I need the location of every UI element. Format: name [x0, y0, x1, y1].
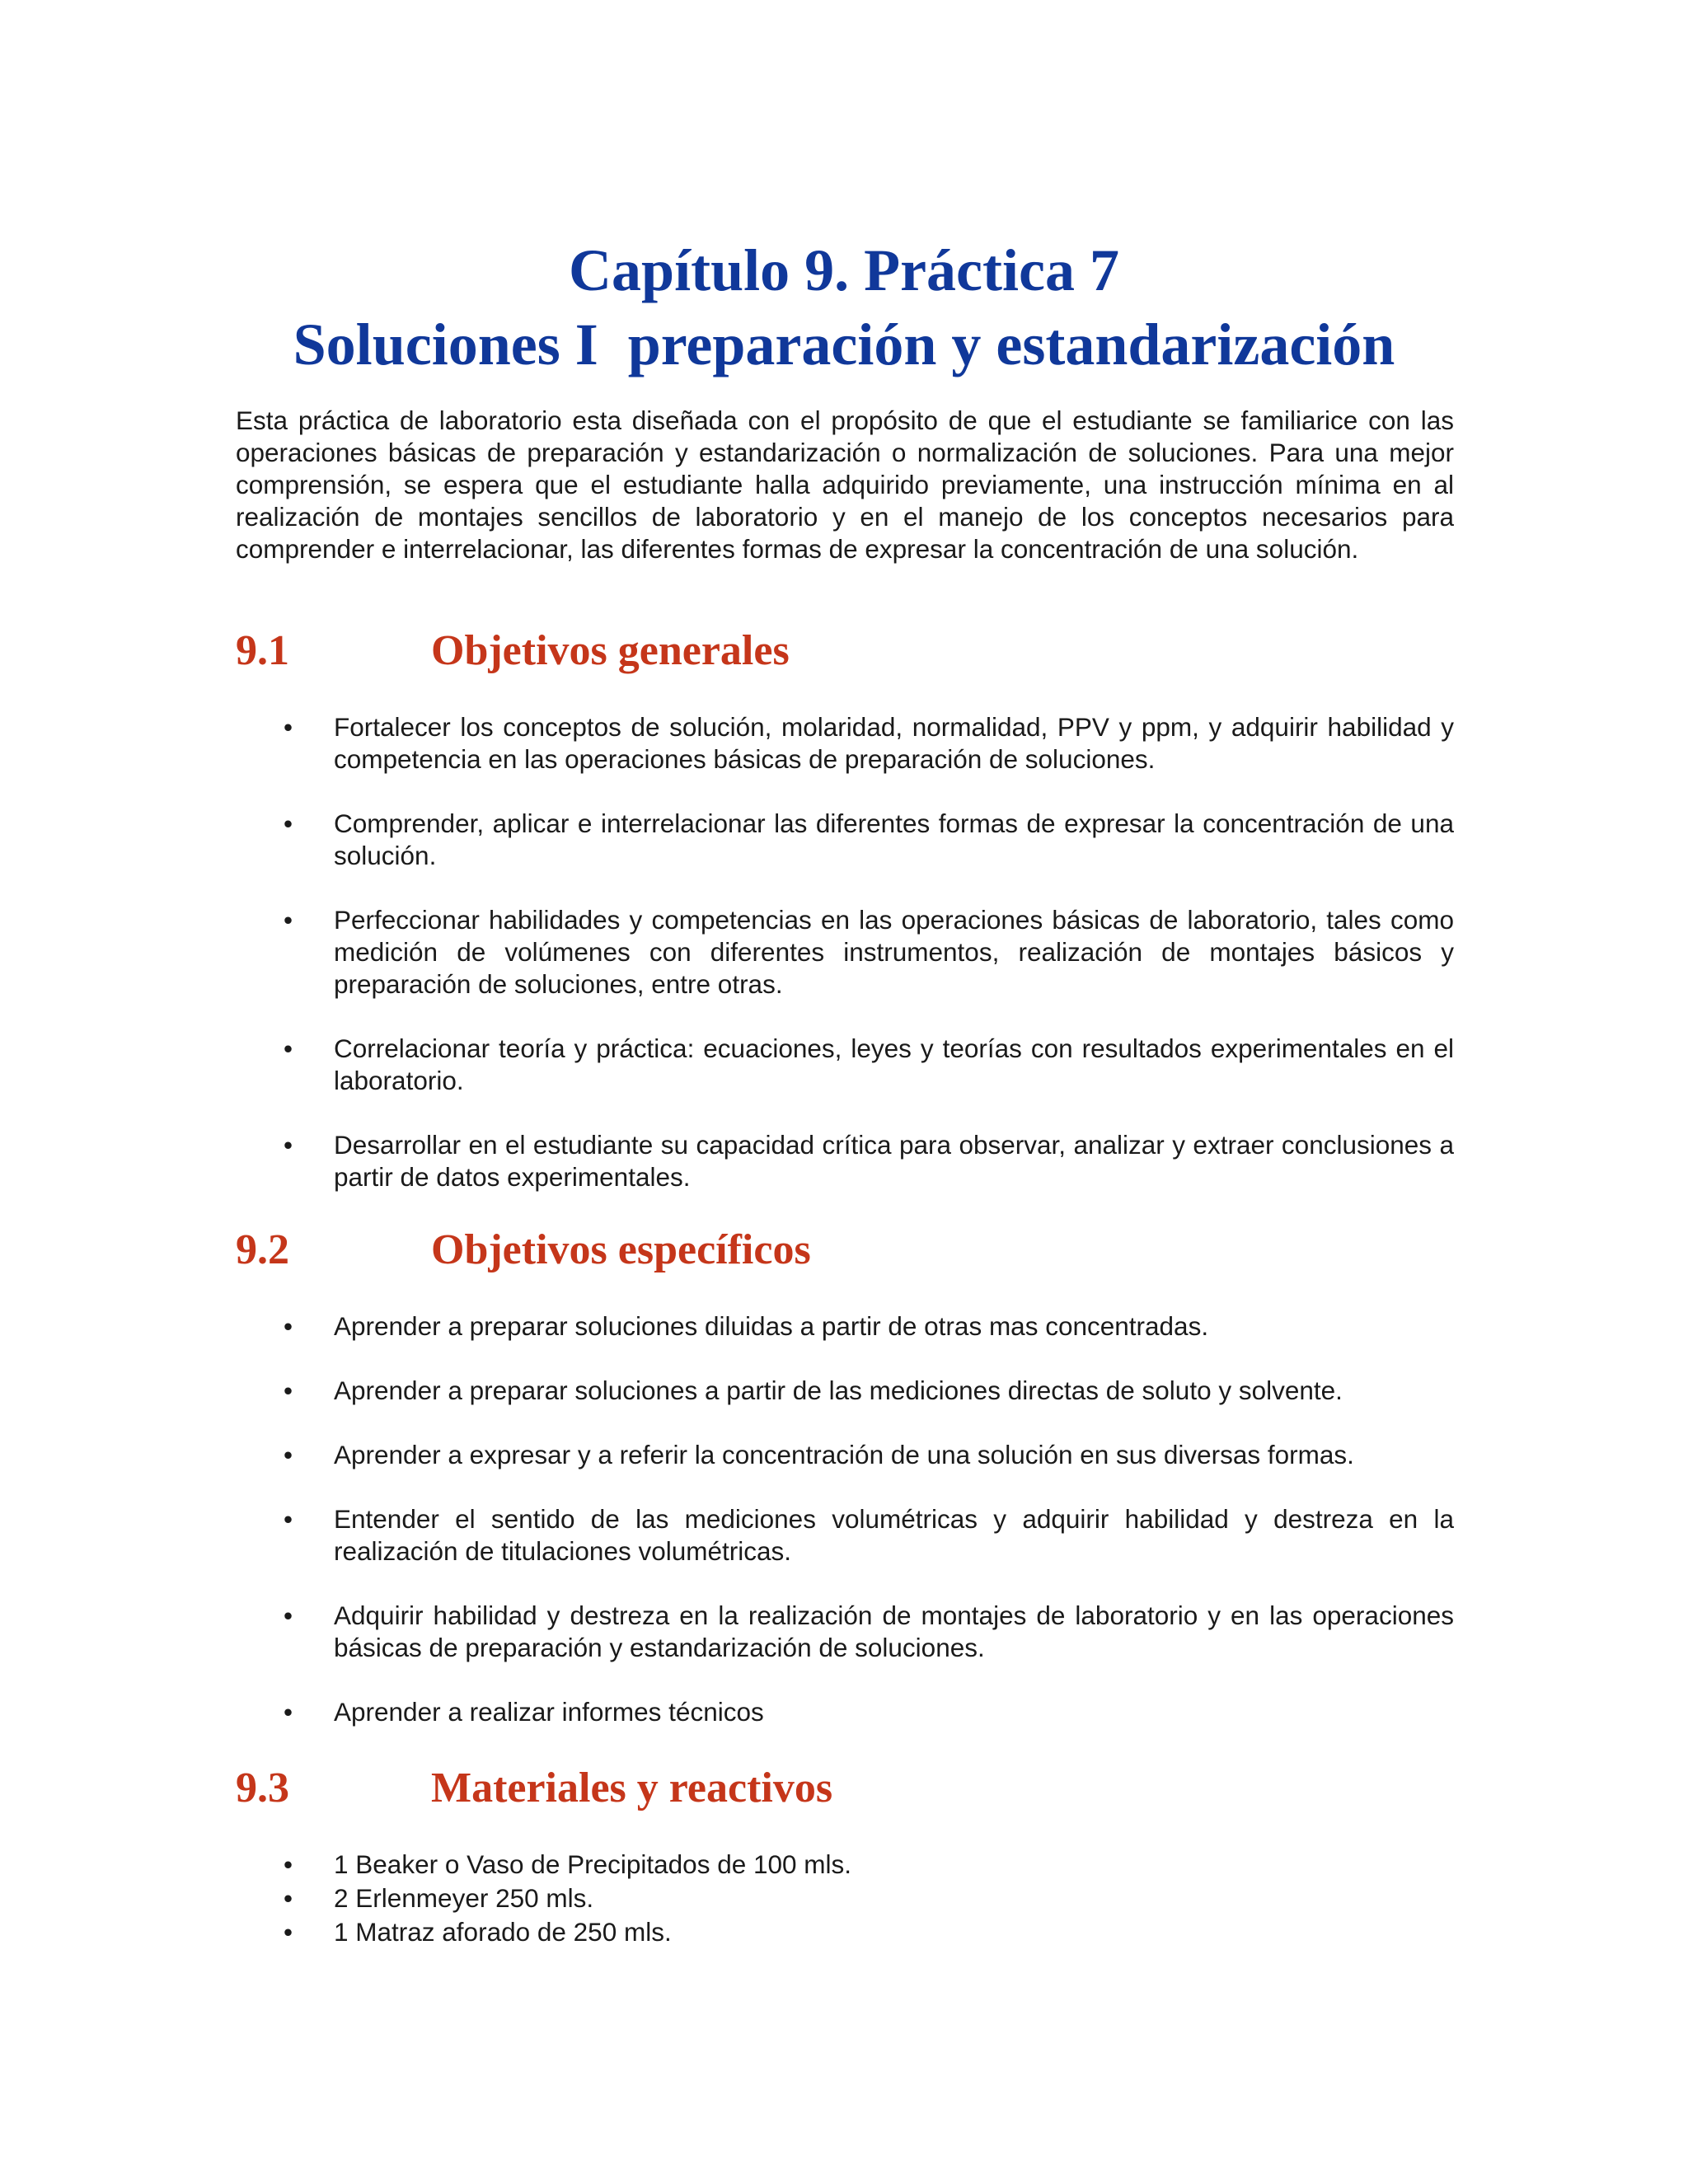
section-heading-9-1 — [236, 626, 790, 676]
bullet-icon: • — [284, 1376, 293, 1405]
list-item — [236, 1129, 1454, 1193]
list-item — [236, 904, 1454, 1001]
title-line-1: Capítulo 9. Práctica 7 — [569, 237, 1119, 303]
list-item — [236, 1696, 1454, 1728]
list-item-text: Comprender, aplicar e interrelacionar las diferentes formas de expresar la concentración de una solución. — [334, 808, 1454, 870]
section-number: 9.2 — [236, 1226, 289, 1273]
bullet-icon: • — [284, 1504, 293, 1534]
list-item-text: Desarrollar en el estudiante su capacidad crítica para observar, analizar y extraer conclusiones a partir de datos experimentales. — [334, 1130, 1454, 1192]
bullet-icon: • — [284, 712, 293, 742]
list-item — [236, 1849, 1454, 1881]
list-item-text: Correlacionar teoría y práctica: ecuaciones, leyes y teorías con resultados experimentales en el laboratorio. — [334, 1033, 1454, 1095]
list-item-text: Perfeccionar habilidades y competencias en las operaciones básicas de laboratorio, tales como medición de volúmenes con diferentes instrumentos, realización de montajes básicos y preparación de soluciones, entre otras. — [334, 905, 1454, 999]
bullet-icon: • — [284, 905, 293, 935]
section-number: 9.3 — [236, 1765, 289, 1811]
objectives-general-list — [236, 711, 1454, 1226]
list-item — [236, 1375, 1454, 1407]
list-item-text: Aprender a realizar informes técnicos — [334, 1697, 764, 1727]
list-item — [236, 808, 1454, 872]
list-item — [236, 1600, 1454, 1664]
section-heading-9-3 — [236, 1764, 832, 1813]
intro-paragraph: Esta práctica de laboratorio esta diseñada con el propósito de que el estudiante se familiarice con las operaciones básicas de preparación y estandarización o normalización de soluciones. Para una mejor comprensión, se espera que el estudiante halla adquirido previamente, una instrucción mínima en al realización de montajes sencillos de laboratorio y en el manejo de los conceptos necesarios para comprender e interrelacionar, las diferentes formas de expresar la concentración de una solución. — [236, 405, 1454, 564]
bullet-icon: • — [284, 1311, 293, 1341]
list-item-text: 1 Matraz aforado de 250 mls. — [334, 1917, 672, 1947]
list-item-text: 1 Beaker o Vaso de Precipitados de 100 mls. — [334, 1849, 852, 1879]
list-item — [236, 1503, 1454, 1568]
bullet-icon: • — [284, 1130, 293, 1160]
list-item — [236, 1882, 1454, 1915]
list-item — [236, 1916, 1454, 1948]
bullet-icon: • — [284, 1033, 293, 1063]
list-item-text: Aprender a preparar soluciones diluidas a partir de otras mas concentradas. — [334, 1311, 1209, 1341]
bullet-icon: • — [284, 1697, 293, 1727]
materials-list — [236, 1849, 1454, 1950]
list-item — [236, 1439, 1454, 1471]
title-line-2: Soluciones I preparación y estandarización — [293, 312, 1395, 377]
bullet-icon: • — [284, 808, 293, 838]
bullet-icon: • — [284, 1917, 293, 1947]
bullet-icon: • — [284, 1440, 293, 1469]
list-item-text: Entender el sentido de las mediciones volumétricas y adquirir habilidad y destreza en la realización de titulaciones volumétricas. — [334, 1504, 1454, 1566]
bullet-icon: • — [284, 1601, 293, 1630]
section-number: 9.1 — [236, 627, 289, 674]
list-item — [236, 1310, 1454, 1343]
list-item-text: Aprender a expresar y a referir la concentración de una solución en sus diversas formas. — [334, 1440, 1354, 1469]
list-item — [236, 711, 1454, 776]
list-item — [236, 1033, 1454, 1097]
section-title: Objetivos generales — [431, 627, 790, 674]
list-item-text: 2 Erlenmeyer 250 mls. — [334, 1883, 594, 1913]
section-title: Objetivos específicos — [431, 1226, 811, 1273]
page-title — [0, 233, 1688, 382]
list-item-text: Fortalecer los conceptos de solución, molaridad, normalidad, PPV y ppm, y adquirir habilidad y competencia en las operaciones básicas de preparación de soluciones. — [334, 712, 1454, 774]
section-title: Materiales y reactivos — [431, 1765, 833, 1811]
bullet-icon: • — [284, 1883, 293, 1913]
bullet-icon: • — [284, 1849, 293, 1879]
list-item-text: Aprender a preparar soluciones a partir de las mediciones directas de soluto y solvente. — [334, 1376, 1343, 1405]
list-item-text: Adquirir habilidad y destreza en la realización de montajes de laboratorio y en las operaciones básicas de preparación y estandarización de soluciones. — [334, 1601, 1454, 1662]
section-heading-9-2 — [236, 1226, 811, 1275]
objectives-specific-list — [236, 1310, 1454, 1760]
